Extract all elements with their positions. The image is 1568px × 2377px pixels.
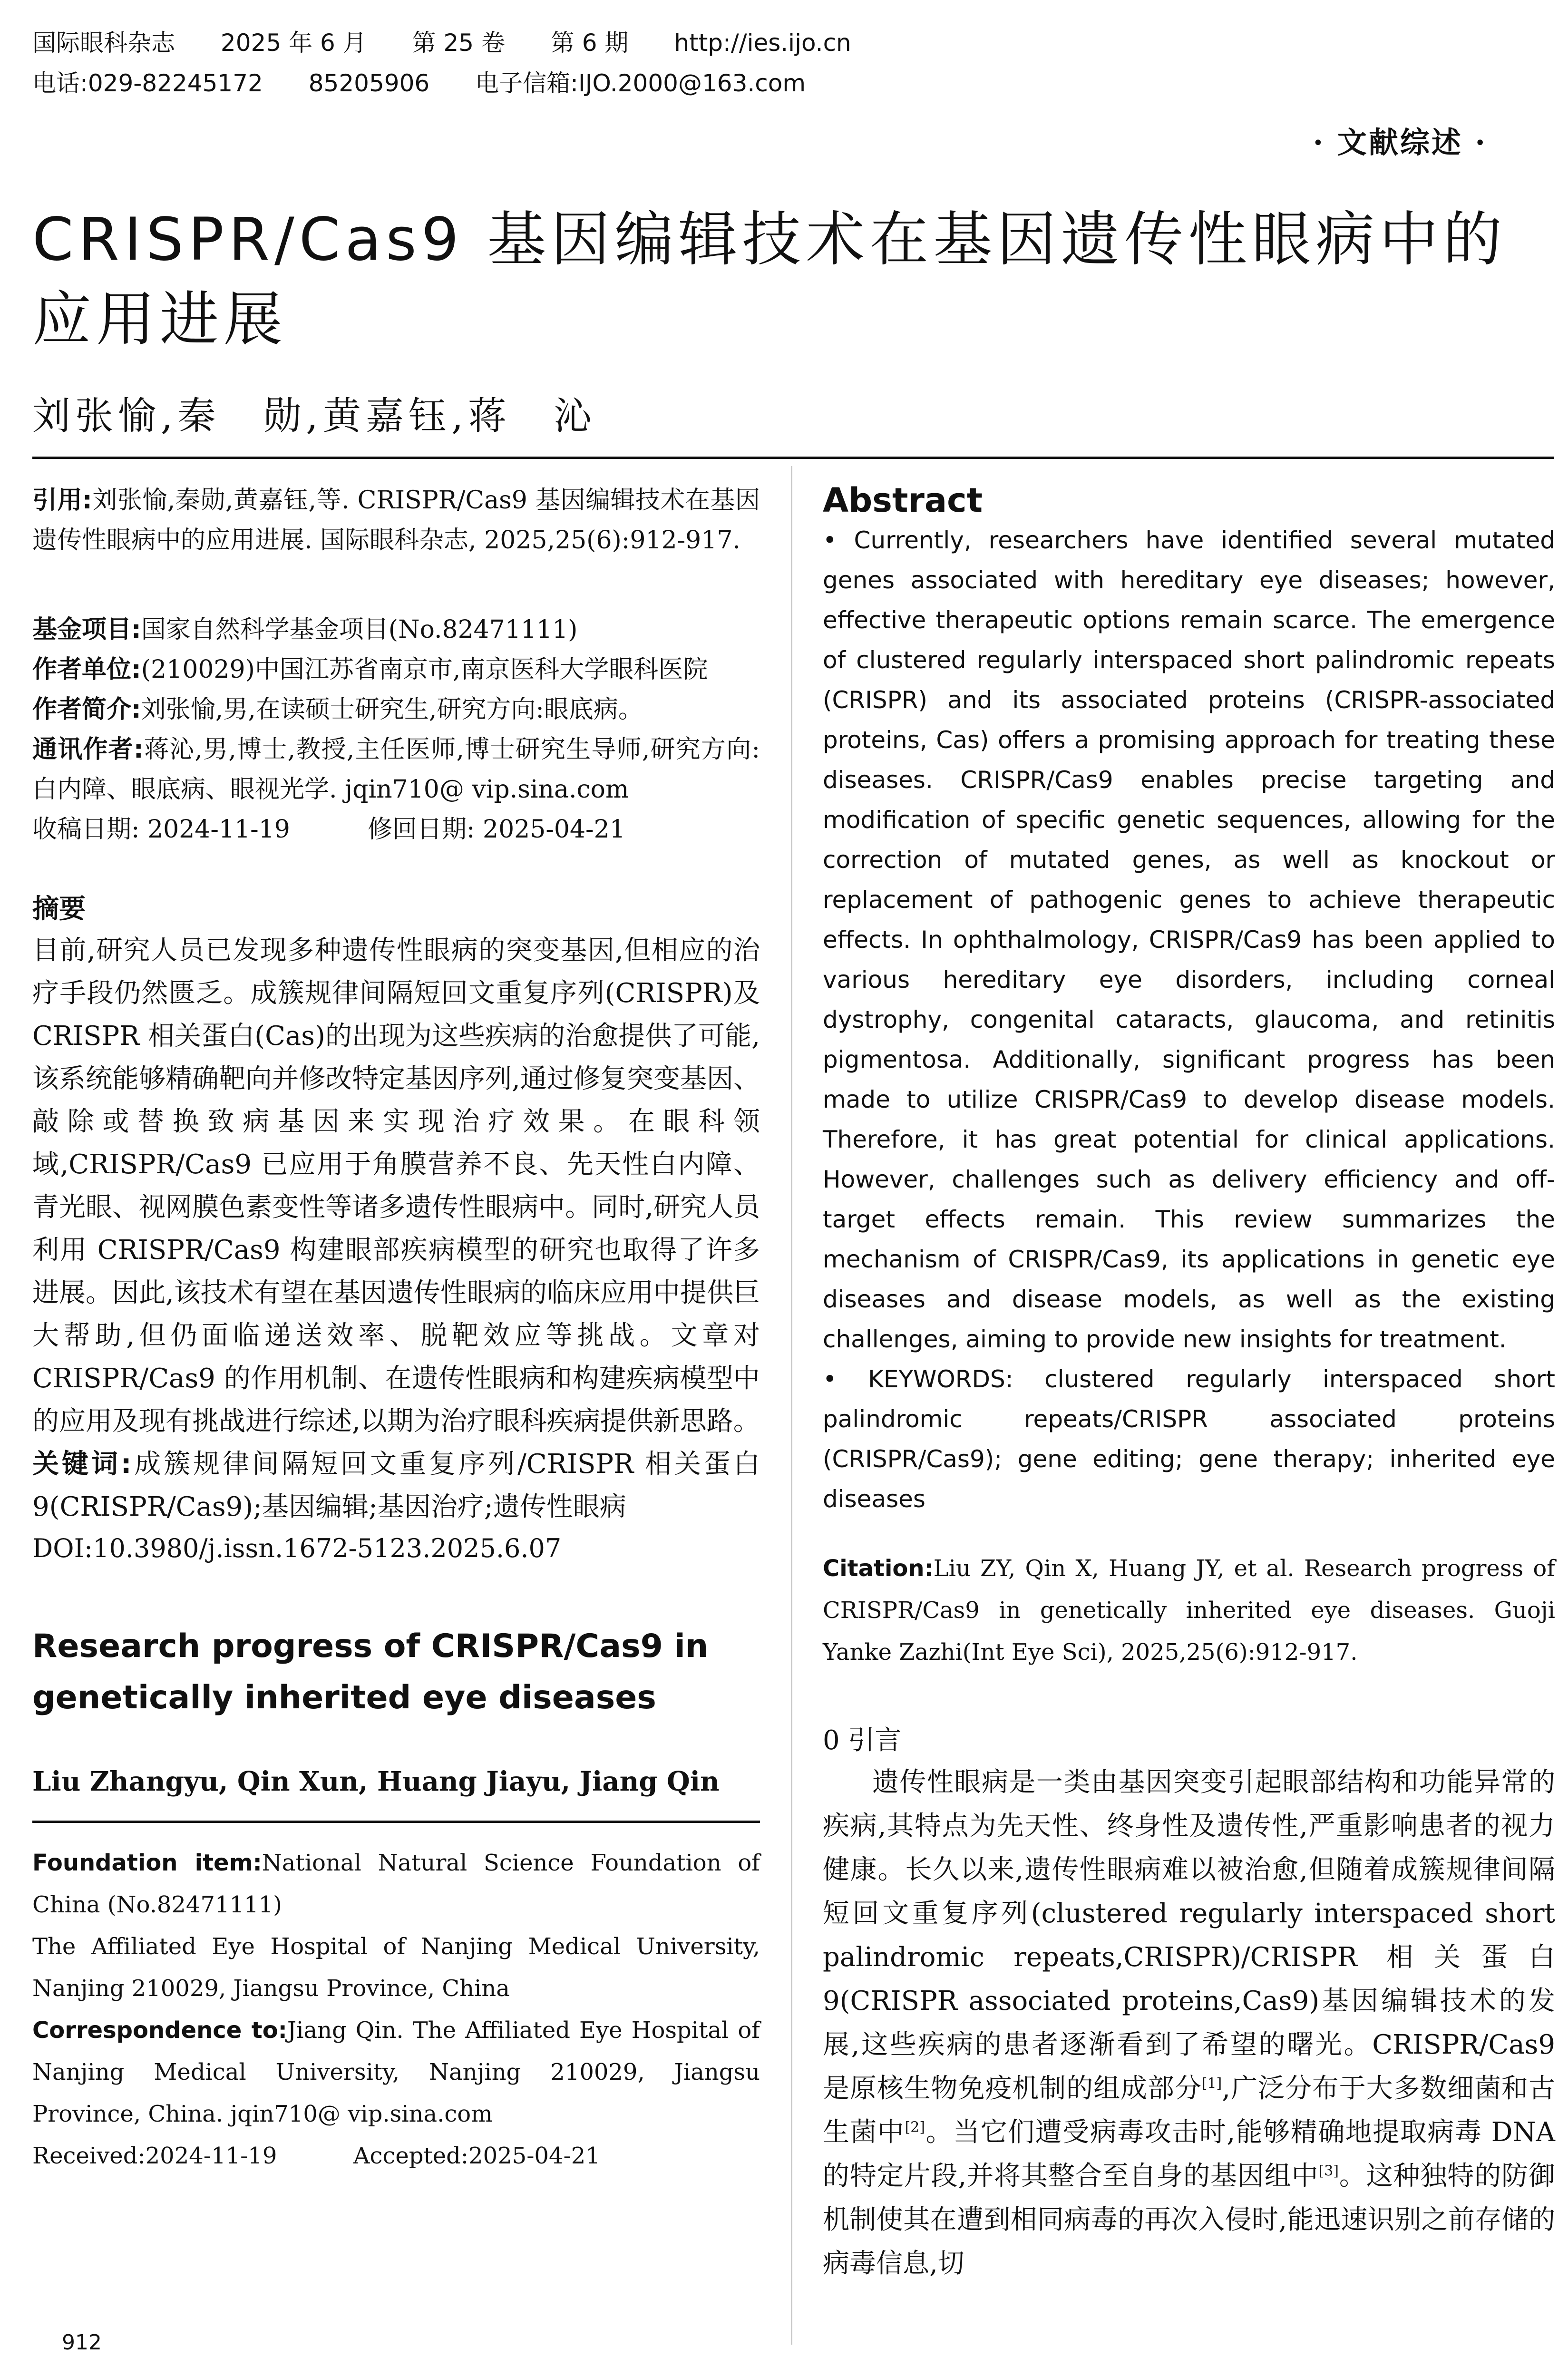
- authors-cn: 刘张愉,秦 勋,黄嘉钰,蒋 沁: [32, 394, 597, 438]
- intro-heading: 0 引言: [823, 1725, 902, 1756]
- reference-3[interactable]: [3]: [1318, 2163, 1339, 2180]
- left-rule: [32, 1802, 760, 1823]
- fund-item: 基金项目:国家自然科学基金项目(No.82471111): [32, 615, 578, 644]
- keywords-cn: 关键词:成簇规律间隔短回文重复序列/CRISPR 相关蛋白 9(CRISPR/Cas9);基因编辑;基因治疗;遗传性眼病: [32, 1449, 760, 1522]
- corresponding-author: 通讯作者:蒋沁,男,博士,教授,主任医师,博士研究生导师,研究方向:白内障、眼底病、眼视光学. jqin710@ vip.sina.com: [32, 735, 760, 804]
- abstract-heading-cn: 摘要: [32, 894, 86, 925]
- issue-number: 第 6 期: [550, 29, 629, 57]
- issue-date: 2025 年 6 月: [220, 29, 367, 57]
- received-en: Received:2024-11-19: [32, 2143, 277, 2169]
- journal-name: 国际眼科杂志: [32, 29, 175, 57]
- reference-1[interactable]: [1]: [1201, 2075, 1222, 2092]
- running-header-line2: [32, 64, 844, 98]
- received-date: 收稿日期: 2024-11-19: [32, 815, 290, 844]
- phone: 电话:029-82245172: [32, 69, 263, 97]
- abstract-body-cn: 目前,研究人员已发现多种遗传性眼病的突变基因,但相应的治疗手段仍然匮乏。成簇规律间隔短回文重复序列(CRISPR)及 CRISPR 相关蛋白(Cas)的出现为这些疾病的治愈提供了可能,该系统能够精确靶向并修改特定基因序列,通过修复突变基因、敲除或替换致病基因来实现治疗效果。在眼科领域,CRISPR/Cas9 已应用于角膜营养不良、先天性白内障、青光眼、视网膜色素变性等诸多遗传性眼病中。同时,研究人员利用 CRISPR/Cas9 构建眼部疾病模型的研究也取得了许多进展。因此,该技术有望在基因遗传性眼病的临床应用中提供巨大帮助,但仍面临递送效率、脱靶效应等挑战。文章对 CRISPR/Cas9 的作用机制、在遗传性眼病和构建疾病模型中的应用及现有挑战进行综述,以期为治疗眼科疾病提供新思路。: [32, 935, 760, 1437]
- dates-cn: [32, 809, 760, 849]
- phone2: 85205906: [308, 69, 430, 97]
- doi[interactable]: DOI:10.3980/j.issn.1672-5123.2025.6.07: [32, 1533, 562, 1563]
- article-title-cn: CRISPR/Cas9 基因编辑技术在基因遗传性眼病中的应用进展: [32, 205, 1507, 354]
- correspondence-en: Correspondence to:Jiang Qin. The Affiliated Eye Hospital of Nanjing Medical University, Nanjing 210029, Jiangsu Province, China. jqin710@ vip.sina.com: [32, 2017, 760, 2127]
- top-rule: [32, 457, 1554, 459]
- dates-en: [32, 2135, 760, 2177]
- abstract-body-en: • Currently, researchers have identified several mutated genes associated with hereditary eye diseases; however, effective therapeutic options remain scarce. The emergence of clustered regularly interspaced short palindromic repeats (CRISPR) and its associated proteins (CRISPR-associated proteins, Cas) offers a promising approach for treating these diseases. CRISPR/Cas9 enables precise targeting and modification of specific genetic sequences, allowing for the correction of mutated genes, as well as knockout or replacement of pathogenic genes to achieve therapeutic effects. In ophthalmology, CRISPR/Cas9 has been applied to various hereditary eye disorders, including corneal dystrophy, congenital cataracts, glaucoma, and retinitis pigmentosa. Additionally, significant progress has been made to utilize CRISPR/Cas9 to develop disease models. Therefore, it has great potential for clinical applications. However, challenges such as delivery efficiency and off-target effects remain. This review summarizes the mechanism of CRISPR/Cas9, its applications in genetic eye diseases and disease models, as well as the existing challenges, aiming to provide new insights for treatment.: [823, 526, 1555, 1353]
- affiliation-en: The Affiliated Eye Hospital of Nanjing Medical University, Nanjing 210029, Jiangsu Province, China: [32, 1933, 760, 2002]
- right-column: [823, 480, 1555, 2286]
- revised-date: 修回日期: 2025-04-21: [367, 815, 625, 844]
- intro-paragraph: 遗传性眼病是一类由基因突变引起眼部结构和功能异常的疾病,其特点为先天性、终身性及遗传性,严重影响患者的视力健康。长久以来,遗传性眼病难以被治愈,但随着成簇规律间隔短回文重复序列(clustered regularly interspaced short palindromic repeats,CRISPR)/CRISPR 相关蛋白 9(CRISPR associated proteins,Cas9)基因编辑技术的发展,这些疾病的患者逐渐看到了希望的曙光。CRISPR/Cas9 是原核生物免疫机制的组成部分[1],广泛分布于大多数细菌和古生菌中[2]。当它们遭受病毒攻击时,能够精确地提取病毒 DNA 的特定片段,并将其整合至自身的基因组中[3]。这种独特的防御机制使其在遭到相同病毒的再次入侵时,能迅速识别之前存储的病毒信息,切: [823, 1767, 1556, 2279]
- foundation-en: Foundation item:National Natural Science Foundation of China (No.82471111): [32, 1850, 760, 1918]
- citation-cn: 引用:刘张愉,秦勋,黄嘉钰,等. CRISPR/Cas9 基因编辑技术在基因遗传性眼病中的应用进展. 国际眼科杂志, 2025,25(6):912-917.: [32, 486, 760, 555]
- keywords-en: • KEYWORDS: clustered regularly interspaced short palindromic repeats/CRISPR associated proteins (CRISPR/Cas9); gene editing; gene therapy; inherited eye diseases: [823, 1365, 1555, 1513]
- journal-url[interactable]: http://ies.ijo.cn: [674, 29, 851, 57]
- email[interactable]: 电子信箱:IJO.2000@163.com: [475, 69, 806, 97]
- authors-en: Liu Zhangyu, Qin Xun, Huang Jiayu, Jiang Qin: [32, 1766, 720, 1797]
- abstract-heading-en: Abstract: [823, 481, 983, 520]
- author-unit: 作者单位:(210029)中国江苏省南京市,南京医科大学眼科医院: [32, 655, 708, 684]
- section-tag: · 文献综述 ·: [1313, 125, 1487, 160]
- reference-2[interactable]: [2]: [905, 2119, 925, 2136]
- left-column: [32, 480, 760, 2177]
- accepted-en: Accepted:2025-04-21: [353, 2143, 600, 2169]
- citation-en: Citation:Liu ZY, Qin X, Huang JY, et al. Research progress of CRISPR/Cas9 in genetically inherited eye diseases. Guoji Yanke Zazhi(Int Eye Sci), 2025,25(6):912-917.: [823, 1555, 1555, 1666]
- running-header-line1: [32, 24, 889, 58]
- volume: 第 25 卷: [412, 29, 505, 57]
- article-title-en: Research progress of CRISPR/Cas9 in genetically inherited eye diseases: [32, 1627, 709, 1716]
- author-bio: 作者简介:刘张愉,男,在读硕士研究生,研究方向:眼底病。: [32, 695, 643, 724]
- column-divider: [791, 466, 792, 2345]
- page-number: 912: [62, 2330, 102, 2355]
